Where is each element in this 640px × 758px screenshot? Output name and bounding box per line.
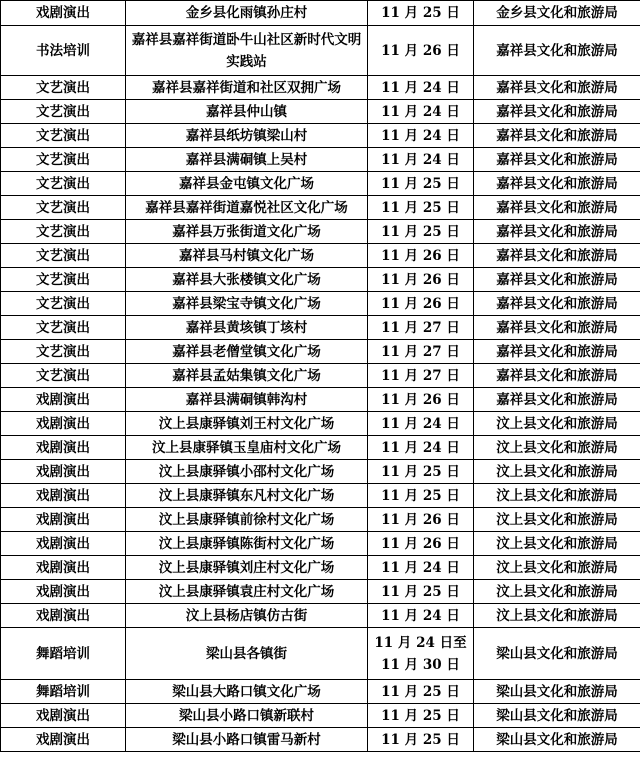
date-cell: 11 月 24 日	[368, 436, 474, 460]
organizer-cell: 汶上县文化和旅游局	[474, 460, 640, 484]
activity-type-cell: 文艺演出	[1, 220, 126, 244]
organizer-cell: 汶上县文化和旅游局	[474, 556, 640, 580]
table-row	[1, 316, 640, 340]
date-cell: 11 月 26 日	[368, 244, 474, 268]
venue-cell: 汶上县康驿镇刘庄村文化广场	[126, 556, 368, 580]
date-cell: 11 月 25 日	[368, 172, 474, 196]
activity-type-cell: 文艺演出	[1, 172, 126, 196]
date-cell: 11 月 24 日	[368, 124, 474, 148]
venue-cell: 汶上县康驿镇东凡村文化广场	[126, 484, 368, 508]
venue-cell: 嘉祥县梁宝寺镇文化广场	[126, 292, 368, 316]
organizer-cell: 嘉祥县文化和旅游局	[474, 316, 640, 340]
organizer-cell: 汶上县文化和旅游局	[474, 532, 640, 556]
organizer-cell: 汶上县文化和旅游局	[474, 604, 640, 628]
venue-cell: 嘉祥县马村镇文化广场	[126, 244, 368, 268]
activity-type-cell: 戏剧演出	[1, 532, 126, 556]
organizer-cell: 金乡县文化和旅游局	[474, 1, 640, 26]
activity-type-cell: 戏剧演出	[1, 508, 126, 532]
table-row	[1, 728, 640, 752]
organizer-cell: 汶上县文化和旅游局	[474, 580, 640, 604]
organizer-cell: 嘉祥县文化和旅游局	[474, 100, 640, 124]
table-row	[1, 484, 640, 508]
date-cell: 11 月 24 日	[368, 556, 474, 580]
venue-cell: 嘉祥县金屯镇文化广场	[126, 172, 368, 196]
table-row	[1, 100, 640, 124]
venue-cell: 嘉祥县仲山镇	[126, 100, 368, 124]
activity-type-cell: 戏剧演出	[1, 460, 126, 484]
date-cell: 11 月 27 日	[368, 364, 474, 388]
organizer-cell: 嘉祥县文化和旅游局	[474, 76, 640, 100]
organizer-cell: 梁山县文化和旅游局	[474, 628, 640, 680]
date-cell: 11 月 26 日	[368, 292, 474, 316]
date-cell: 11 月 24 日	[368, 412, 474, 436]
organizer-cell: 嘉祥县文化和旅游局	[474, 124, 640, 148]
organizer-cell: 嘉祥县文化和旅游局	[474, 388, 640, 412]
table-row	[1, 1, 640, 26]
venue-cell: 汶上县康驿镇陈街村文化广场	[126, 532, 368, 556]
table-row	[1, 76, 640, 100]
activity-type-cell: 文艺演出	[1, 268, 126, 292]
venue-cell: 汶上县康驿镇刘王村文化广场	[126, 412, 368, 436]
organizer-cell: 嘉祥县文化和旅游局	[474, 220, 640, 244]
activity-type-cell: 舞蹈培训	[1, 628, 126, 680]
organizer-cell: 嘉祥县文化和旅游局	[474, 244, 640, 268]
activity-type-cell: 戏剧演出	[1, 388, 126, 412]
activity-type-cell: 文艺演出	[1, 148, 126, 172]
table-row	[1, 508, 640, 532]
date-cell: 11 月 26 日	[368, 26, 474, 76]
date-cell: 11 月 26 日	[368, 268, 474, 292]
venue-cell: 嘉祥县黄垓镇丁垓村	[126, 316, 368, 340]
table-row	[1, 292, 640, 316]
venue-cell: 梁山县大路口镇文化广场	[126, 680, 368, 704]
organizer-cell: 梁山县文化和旅游局	[474, 728, 640, 752]
table-row	[1, 532, 640, 556]
organizer-cell: 嘉祥县文化和旅游局	[474, 148, 640, 172]
date-cell: 11 月 24 日至 11 月 30 日	[368, 628, 474, 680]
activity-type-cell: 戏剧演出	[1, 604, 126, 628]
date-cell: 11 月 25 日	[368, 484, 474, 508]
table-row	[1, 680, 640, 704]
activity-type-cell: 戏剧演出	[1, 436, 126, 460]
organizer-cell: 嘉祥县文化和旅游局	[474, 196, 640, 220]
activity-type-cell: 文艺演出	[1, 292, 126, 316]
date-cell: 11 月 24 日	[368, 148, 474, 172]
table-row	[1, 268, 640, 292]
table-row	[1, 388, 640, 412]
activity-type-cell: 文艺演出	[1, 196, 126, 220]
date-cell: 11 月 25 日	[368, 196, 474, 220]
activity-type-cell: 戏剧演出	[1, 728, 126, 752]
organizer-cell: 嘉祥县文化和旅游局	[474, 172, 640, 196]
date-cell: 11 月 24 日	[368, 604, 474, 628]
date-cell: 11 月 26 日	[368, 532, 474, 556]
activity-type-cell: 文艺演出	[1, 124, 126, 148]
date-cell: 11 月 25 日	[368, 1, 474, 26]
table-row	[1, 412, 640, 436]
table-row	[1, 364, 640, 388]
activity-type-cell: 书法培训	[1, 26, 126, 76]
table-row	[1, 580, 640, 604]
organizer-cell: 嘉祥县文化和旅游局	[474, 364, 640, 388]
date-cell: 11 月 25 日	[368, 704, 474, 728]
table-row	[1, 244, 640, 268]
organizer-cell: 嘉祥县文化和旅游局	[474, 26, 640, 76]
activity-type-cell: 舞蹈培训	[1, 680, 126, 704]
venue-cell: 金乡县化雨镇孙庄村	[126, 1, 368, 26]
activity-type-cell: 戏剧演出	[1, 1, 126, 26]
date-cell: 11 月 25 日	[368, 580, 474, 604]
organizer-cell: 嘉祥县文化和旅游局	[474, 292, 640, 316]
date-cell: 11 月 25 日	[368, 220, 474, 244]
activity-type-cell: 戏剧演出	[1, 704, 126, 728]
organizer-cell: 梁山县文化和旅游局	[474, 704, 640, 728]
table-row	[1, 148, 640, 172]
activity-type-cell: 戏剧演出	[1, 556, 126, 580]
venue-cell: 汶上县康驿镇小邵村文化广场	[126, 460, 368, 484]
activity-type-cell: 文艺演出	[1, 316, 126, 340]
date-cell: 11 月 24 日	[368, 100, 474, 124]
date-cell: 11 月 25 日	[368, 460, 474, 484]
table-row	[1, 704, 640, 728]
organizer-cell: 梁山县文化和旅游局	[474, 680, 640, 704]
table-row	[1, 628, 640, 680]
venue-cell: 汶上县康驿镇袁庄村文化广场	[126, 580, 368, 604]
venue-cell: 嘉祥县万张街道文化广场	[126, 220, 368, 244]
organizer-cell: 汶上县文化和旅游局	[474, 508, 640, 532]
date-cell: 11 月 25 日	[368, 728, 474, 752]
date-cell: 11 月 24 日	[368, 76, 474, 100]
venue-cell: 嘉祥县嘉祥街道嘉悦社区文化广场	[126, 196, 368, 220]
activity-type-cell: 戏剧演出	[1, 580, 126, 604]
table-row	[1, 124, 640, 148]
date-cell: 11 月 27 日	[368, 316, 474, 340]
date-cell: 11 月 26 日	[368, 388, 474, 412]
venue-cell: 汶上县康驿镇玉皇庙村文化广场	[126, 436, 368, 460]
table-row	[1, 172, 640, 196]
venue-cell: 嘉祥县大张楼镇文化广场	[126, 268, 368, 292]
activity-type-cell: 文艺演出	[1, 364, 126, 388]
table-row	[1, 436, 640, 460]
table-row	[1, 604, 640, 628]
venue-cell: 汶上县康驿镇前徐村文化广场	[126, 508, 368, 532]
schedule-table-body	[1, 1, 640, 752]
activity-type-cell: 戏剧演出	[1, 412, 126, 436]
organizer-cell: 汶上县文化和旅游局	[474, 436, 640, 460]
activity-type-cell: 文艺演出	[1, 244, 126, 268]
table-row	[1, 460, 640, 484]
venue-cell: 梁山县小路口镇新联村	[126, 704, 368, 728]
activity-type-cell: 文艺演出	[1, 100, 126, 124]
venue-cell: 嘉祥县满硐镇上吴村	[126, 148, 368, 172]
date-cell: 11 月 25 日	[368, 680, 474, 704]
venue-cell: 嘉祥县嘉祥街道和社区双拥广场	[126, 76, 368, 100]
venue-cell: 嘉祥县满硐镇韩沟村	[126, 388, 368, 412]
venue-cell: 梁山县小路口镇雷马新村	[126, 728, 368, 752]
activity-type-cell: 文艺演出	[1, 76, 126, 100]
venue-cell: 嘉祥县孟姑集镇文化广场	[126, 364, 368, 388]
organizer-cell: 汶上县文化和旅游局	[474, 412, 640, 436]
organizer-cell: 嘉祥县文化和旅游局	[474, 268, 640, 292]
organizer-cell: 嘉祥县文化和旅游局	[474, 340, 640, 364]
table-row	[1, 220, 640, 244]
venue-cell: 嘉祥县纸坊镇梁山村	[126, 124, 368, 148]
date-cell: 11 月 26 日	[368, 508, 474, 532]
organizer-cell: 汶上县文化和旅游局	[474, 484, 640, 508]
venue-cell: 汶上县杨店镇仿古街	[126, 604, 368, 628]
venue-cell: 嘉祥县嘉祥街道卧牛山社区新时代文明实践站	[126, 26, 368, 76]
activity-type-cell: 戏剧演出	[1, 484, 126, 508]
activity-type-cell: 文艺演出	[1, 340, 126, 364]
table-row	[1, 196, 640, 220]
venue-cell: 梁山县各镇街	[126, 628, 368, 680]
table-row	[1, 26, 640, 76]
venue-cell: 嘉祥县老僧堂镇文化广场	[126, 340, 368, 364]
table-row	[1, 340, 640, 364]
date-cell: 11 月 27 日	[368, 340, 474, 364]
table-row	[1, 556, 640, 580]
